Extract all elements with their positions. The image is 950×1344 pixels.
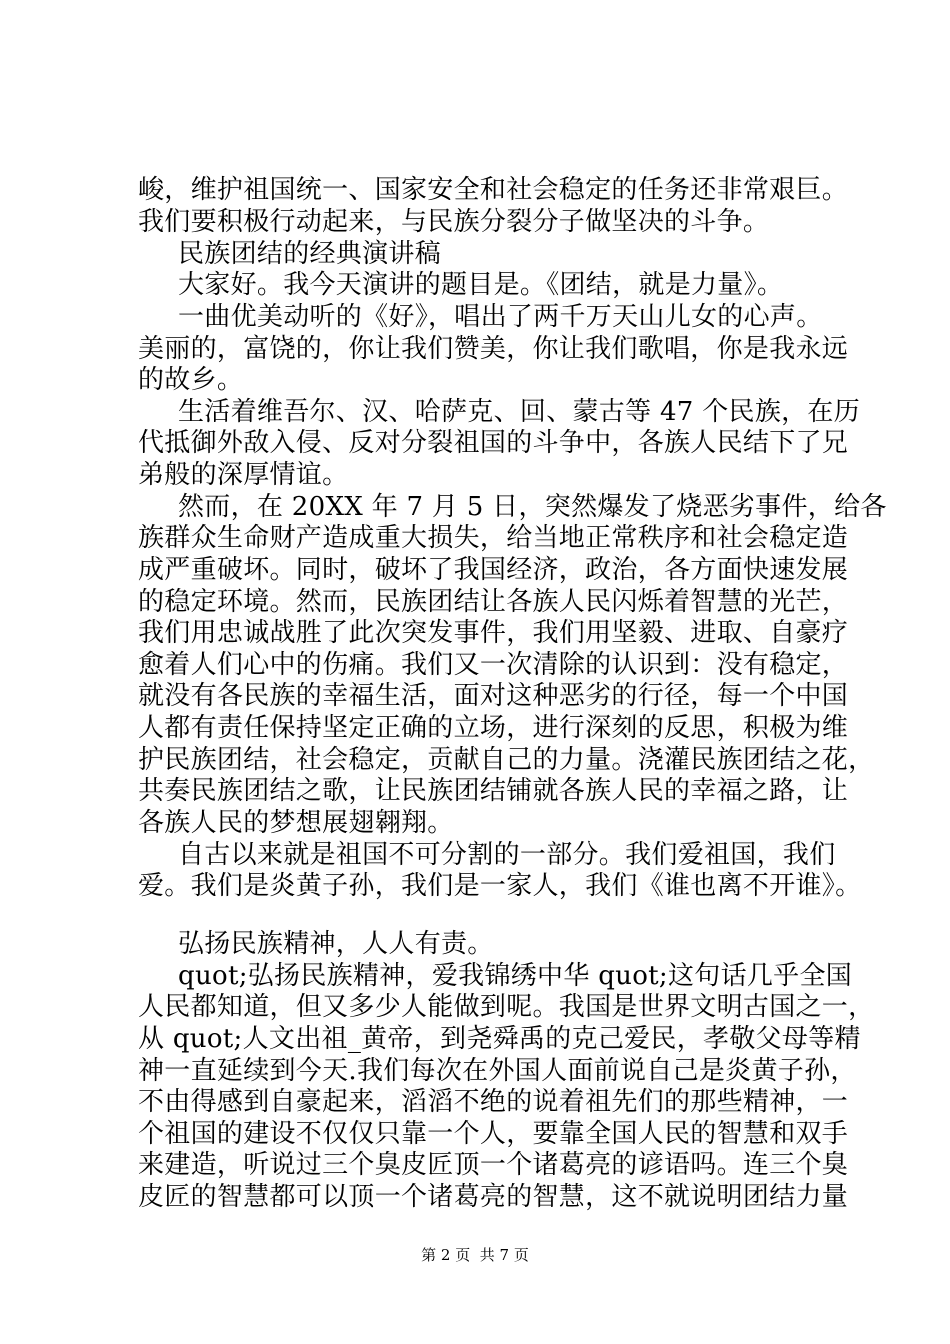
section-heading: 民族团结的经典演讲稿 bbox=[178, 239, 442, 269]
text-line: 就没有各民族的幸福生活，面对这种恶劣的行径，每一个中国 bbox=[138, 681, 849, 711]
text-line: 护民族团结，社会稳定，贡献自己的力量。浇灌民族团结之花， bbox=[138, 745, 875, 775]
text-line: 人民都知道，但又多少人能做到呢。我国是世界文明古国之一， bbox=[138, 992, 875, 1022]
text-line: quot;弘扬民族精神，爱我锦绣中华 quot;这句话几乎全国 bbox=[178, 961, 853, 991]
text-line: 爱。我们是炎黄子孙，我们是一家人，我们《谁也离不开谁》。 bbox=[138, 871, 862, 901]
text-line: 各族人民的梦想展翅翱翔。 bbox=[138, 808, 454, 838]
text-line: 的故乡。 bbox=[138, 365, 244, 395]
text-line: 大家好。我今天演讲的题目是。《团结，就是力量》。 bbox=[178, 270, 784, 300]
text-line: 代抵御外敌入侵、反对分裂祖国的斗争中，各族人民结下了兄 bbox=[138, 428, 849, 458]
text-line: 峻，维护祖国统一、国家安全和社会稳定的任务还非常艰巨。 bbox=[138, 175, 849, 205]
text-line: 愈着人们心中的伤痛。我们又一次清除的认识到：没有稳定， bbox=[138, 650, 849, 680]
text-line: 弘扬民族精神，人人有责。 bbox=[178, 929, 494, 959]
text-line: 个祖国的建设不仅仅只靠一个人，要靠全国人民的智慧和双手 bbox=[138, 1119, 849, 1149]
text-line: 弟般的深厚情谊。 bbox=[138, 460, 349, 490]
text-line: 的稳定环境。然而，民族团结让各族人民闪烁着智慧的光芒， bbox=[138, 587, 849, 617]
page-number-footer: 第 2 页 共 7 页 bbox=[421, 1246, 529, 1264]
text-line: 美丽的，富饶的，你让我们赞美，你让我们歌唱，你是我永远 bbox=[138, 334, 849, 364]
text-line: 然而，在 20XX 年 7 月 5 日，突然爆发了烧恶劣事件，给各 bbox=[178, 492, 887, 522]
text-line: 共奏民族团结之歌，让民族团结铺就各族人民的幸福之路，让 bbox=[138, 776, 849, 806]
text-line: 从 quot;人文出祖_黄帝，到尧舜禹的克己爱民，孝敬父母等精 bbox=[138, 1024, 861, 1054]
text-line: 生活着维吾尔、汉、哈萨克、回、蒙古等 47 个民族，在历 bbox=[178, 397, 861, 427]
text-line: 成严重破坏。同时，破坏了我国经济，政治，各方面快速发展 bbox=[138, 555, 849, 585]
text-line: 人都有责任保持坚定正确的立场，进行深刻的反思，积极为维 bbox=[138, 713, 849, 743]
text-line: 我们用忠诚战胜了此次突发事件，我们用坚毅、进取、自豪疗 bbox=[138, 618, 849, 648]
text-line: 我们要积极行动起来，与民族分裂分子做坚决的斗争。 bbox=[138, 207, 770, 237]
text-line: 来建造，听说过三个臭皮匠顶一个诸葛亮的谚语吗。连三个臭 bbox=[138, 1150, 849, 1180]
text-line: 自古以来就是祖国不可分割的一部分。我们爱祖国，我们 bbox=[178, 840, 836, 870]
text-line: 神一直延续到今天.我们每次在外国人面前说自己是炎黄子孙， bbox=[138, 1056, 857, 1086]
text-line: 皮匠的智慧都可以顶一个诸葛亮的智慧，这不就说明团结力量 bbox=[138, 1182, 849, 1212]
text-line: 一曲优美动听的《好》，唱出了两千万天山儿女的心声。 bbox=[178, 302, 823, 332]
text-line: 不由得感到自豪起来，滔滔不绝的说着祖先们的那些精神，一 bbox=[138, 1087, 849, 1117]
text-line: 族群众生命财产造成重大损失，给当地正常秩序和社会稳定造 bbox=[138, 523, 849, 553]
